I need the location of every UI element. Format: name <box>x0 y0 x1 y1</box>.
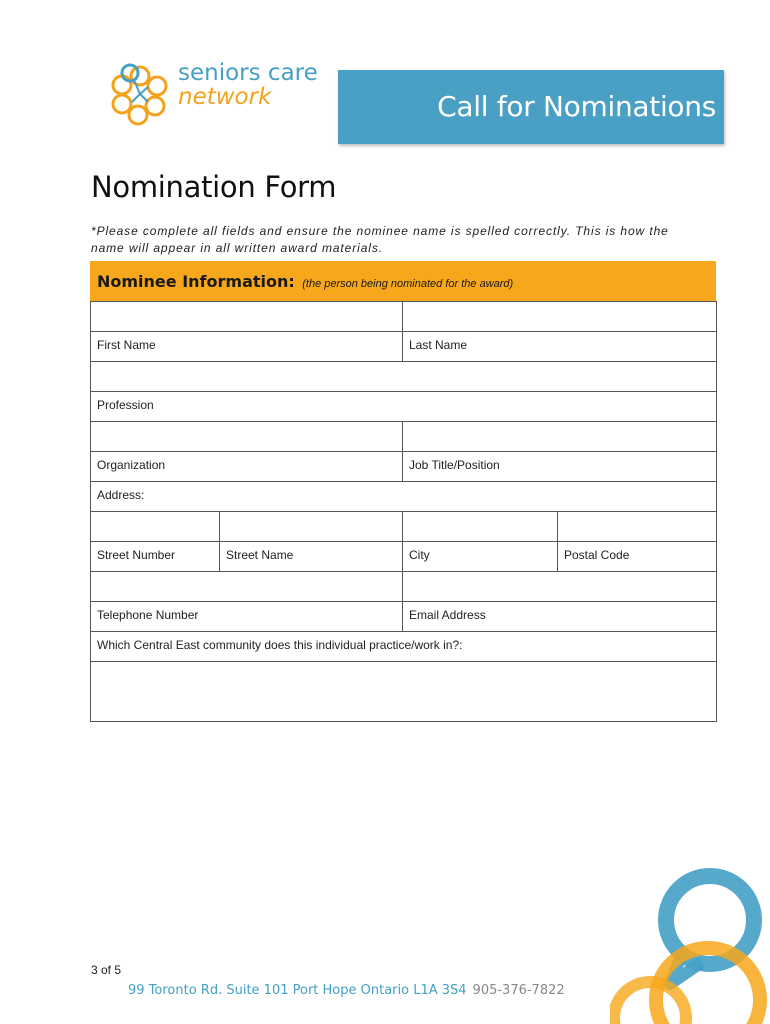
table-row <box>91 602 717 632</box>
job-title-label: Job Title/Position <box>403 452 717 482</box>
table-row <box>91 362 717 392</box>
first-name-label: First Name <box>91 332 403 362</box>
street-name-label: Street Name <box>220 542 403 572</box>
city-label: City <box>403 542 558 572</box>
logo-name-line2: network <box>178 84 272 110</box>
table-row <box>91 632 717 662</box>
first-name-input[interactable] <box>91 302 403 332</box>
nominee-form-table <box>90 301 717 722</box>
table-row <box>91 662 717 722</box>
footer-phone: 905-376-7822 <box>472 983 565 998</box>
telephone-input[interactable] <box>91 572 403 602</box>
logo <box>108 62 328 132</box>
table-row <box>91 392 717 422</box>
email-input[interactable] <box>403 572 717 602</box>
table-row <box>91 572 717 602</box>
speech-bubble-decoration-icon <box>610 850 770 1024</box>
profession-input[interactable] <box>91 362 717 392</box>
table-row <box>91 302 717 332</box>
form-title: Nomination Form <box>91 170 337 204</box>
postal-code-input[interactable] <box>558 512 717 542</box>
title-banner <box>338 70 724 144</box>
table-row <box>91 512 717 542</box>
organization-label: Organization <box>91 452 403 482</box>
postal-code-label: Postal Code <box>558 542 717 572</box>
table-row <box>91 542 717 572</box>
footer-contact <box>128 983 565 998</box>
banner-title: Call for Nominations <box>437 90 716 123</box>
table-row <box>91 482 717 512</box>
last-name-label: Last Name <box>403 332 717 362</box>
section-title: Nominee Information: <box>97 272 295 291</box>
street-number-input[interactable] <box>91 512 220 542</box>
section-subtitle: (the person being nominated for the award) <box>302 278 514 290</box>
table-row <box>91 422 717 452</box>
form-instructions: *Please complete all fields and ensure the nominee name is spelled correctly. This is how the name will appear in all written award materials. <box>91 224 669 255</box>
section-header <box>90 261 716 301</box>
city-input[interactable] <box>403 512 558 542</box>
table-row <box>91 332 717 362</box>
street-name-input[interactable] <box>220 512 403 542</box>
job-title-input[interactable] <box>403 422 717 452</box>
telephone-label: Telephone Number <box>91 602 403 632</box>
street-number-label: Street Number <box>91 542 220 572</box>
email-label: Email Address <box>403 602 717 632</box>
logo-name-line1: seniors care <box>178 60 318 86</box>
table-row <box>91 452 717 482</box>
last-name-input[interactable] <box>403 302 717 332</box>
organization-input[interactable] <box>91 422 403 452</box>
flower-logo-icon <box>108 62 172 128</box>
footer-address: 99 Toronto Rd. Suite 101 Port Hope Ontario L1A 3S4 <box>128 983 467 998</box>
address-label: Address: <box>91 482 717 512</box>
profession-label: Profession <box>91 392 717 422</box>
community-answer-input[interactable] <box>91 662 717 722</box>
page-number: 3 of 5 <box>91 963 122 977</box>
community-question-label: Which Central East community does this individual practice/work in?: <box>91 632 717 662</box>
